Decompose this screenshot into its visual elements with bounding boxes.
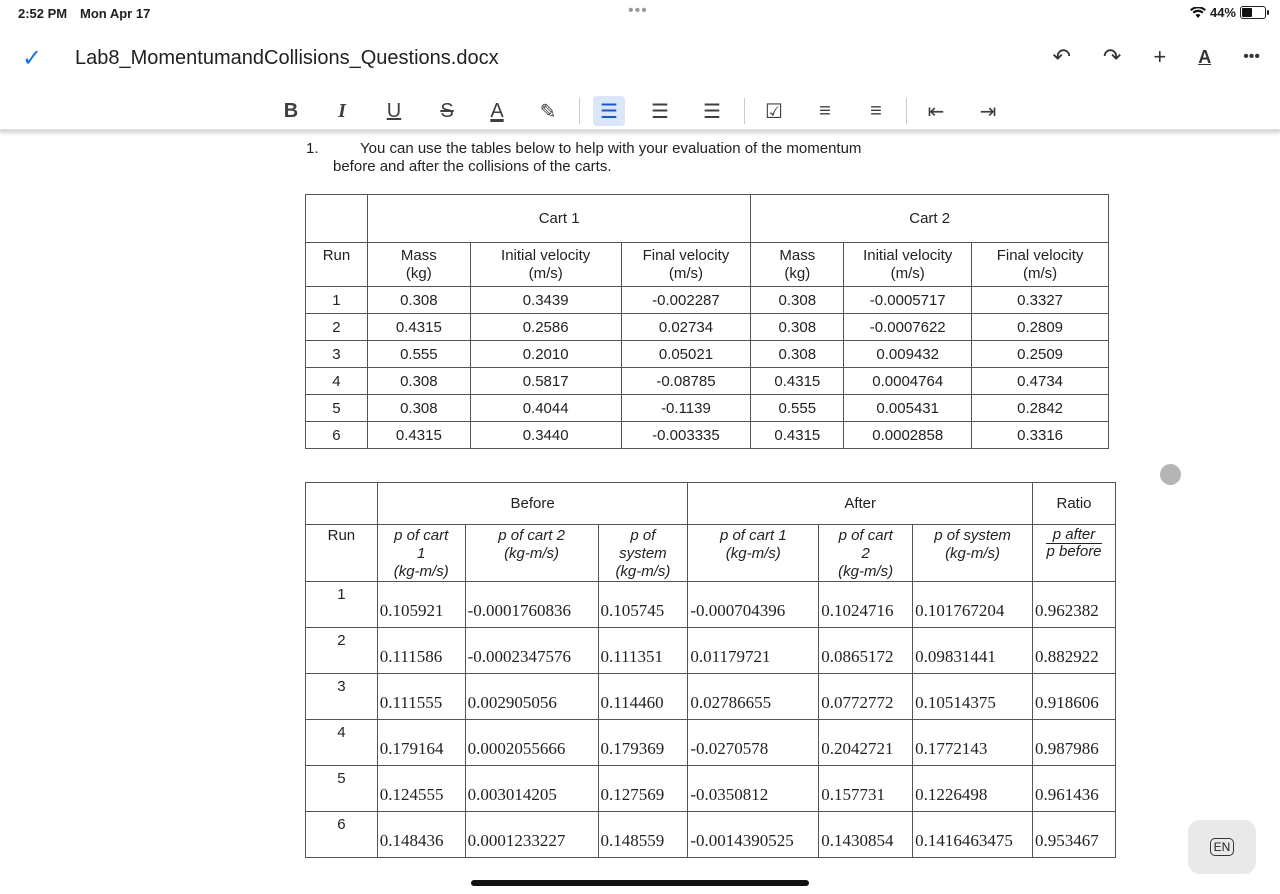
highlight-pen-icon[interactable]: ✎ bbox=[539, 100, 557, 123]
table-row bbox=[306, 422, 1109, 449]
table-cell: 0.02734 bbox=[621, 314, 751, 341]
table-row bbox=[306, 582, 1116, 628]
table-cell: 0.918606 bbox=[1033, 674, 1116, 720]
language-label: EN bbox=[1210, 838, 1235, 856]
multitasking-dots-icon[interactable]: ••• bbox=[628, 2, 648, 19]
formatting-toolbar bbox=[0, 92, 1280, 132]
column-header: p of system (kg-m/s) bbox=[913, 525, 1033, 582]
run-cell: 4 bbox=[306, 720, 378, 766]
column-header: p of cart 2 (kg-m/s) bbox=[819, 525, 913, 582]
table-cell: 0.10514375 bbox=[913, 674, 1033, 720]
table-cell: -0.0005717 bbox=[844, 287, 972, 314]
keyboard-language-button[interactable] bbox=[1188, 820, 1256, 874]
numbered-list-icon[interactable]: ≡ bbox=[870, 99, 882, 122]
run-cell: 5 bbox=[306, 766, 378, 812]
table-cell: 0.2809 bbox=[972, 314, 1109, 341]
table-cell: 0.09831441 bbox=[913, 628, 1033, 674]
run-cell: 6 bbox=[306, 812, 378, 858]
table-cell: 0.0865172 bbox=[819, 628, 913, 674]
column-header: Run bbox=[306, 243, 368, 287]
table-cell: 0.148559 bbox=[598, 812, 688, 858]
bulleted-list-icon[interactable]: ≡ bbox=[819, 99, 831, 122]
done-check-icon[interactable]: ✓ bbox=[22, 45, 43, 72]
table-cell: 0.308 bbox=[751, 314, 844, 341]
table-cell: 0.101767204 bbox=[913, 582, 1033, 628]
table-cell: 0.1416463475 bbox=[913, 812, 1033, 858]
table-cell: -0.0350812 bbox=[688, 766, 819, 812]
table-cell: 0.003014205 bbox=[465, 766, 598, 812]
column-header: Mass (kg) bbox=[751, 243, 844, 287]
column-header: Mass (kg) bbox=[367, 243, 470, 287]
table-cell: 0.111586 bbox=[377, 628, 465, 674]
status-right bbox=[1190, 5, 1266, 20]
table-cell: 0.2586 bbox=[470, 314, 621, 341]
table-row bbox=[306, 314, 1109, 341]
table-cell: -0.003335 bbox=[621, 422, 751, 449]
table-cell: 2 bbox=[306, 314, 368, 341]
text-color-button[interactable]: A bbox=[490, 99, 504, 122]
table-cell: 0.005431 bbox=[844, 395, 972, 422]
table-cell: -0.08785 bbox=[621, 368, 751, 395]
table-cell: 0.0772772 bbox=[819, 674, 913, 720]
table-cell: 0.987986 bbox=[1033, 720, 1116, 766]
document-title[interactable]: Lab8_MomentumandCollisions_Questions.docx bbox=[75, 47, 499, 69]
status-bar bbox=[0, 0, 1280, 26]
table-cell: 0.0002858 bbox=[844, 422, 972, 449]
table-cell: 0.2842 bbox=[972, 395, 1109, 422]
table-cell: -0.0002347576 bbox=[465, 628, 598, 674]
table-cell: 0.179369 bbox=[598, 720, 688, 766]
underline-button[interactable]: U bbox=[386, 99, 402, 122]
document-header bbox=[0, 38, 1280, 80]
table-cell: 0.124555 bbox=[377, 766, 465, 812]
table-cell: 0.0004764 bbox=[844, 368, 972, 395]
table-cell: 0.0002055666 bbox=[465, 720, 598, 766]
group-header-before: Before bbox=[377, 483, 688, 525]
table-cell: 0.2042721 bbox=[819, 720, 913, 766]
column-header: Final velocity (m/s) bbox=[972, 243, 1109, 287]
table-cell: 0.555 bbox=[751, 395, 844, 422]
column-header: Final velocity (m/s) bbox=[621, 243, 751, 287]
ratio-numerator: p after bbox=[1046, 527, 1101, 544]
table-cell: 0.01179721 bbox=[688, 628, 819, 674]
table-cell: -0.002287 bbox=[621, 287, 751, 314]
table-cell: 0.1772143 bbox=[913, 720, 1033, 766]
table-cell: 0.3316 bbox=[972, 422, 1109, 449]
table-cell: 3 bbox=[306, 341, 368, 368]
table-row bbox=[306, 287, 1109, 314]
table-cell: 0.009432 bbox=[844, 341, 972, 368]
run-cell: 3 bbox=[306, 674, 378, 720]
table-cell: 5 bbox=[306, 395, 368, 422]
status-time: 2:52 PM bbox=[18, 6, 68, 21]
increase-indent-icon[interactable]: ⇥ bbox=[979, 100, 997, 123]
more-options-icon[interactable]: ••• bbox=[1243, 48, 1260, 65]
battery-percent: 44% bbox=[1209, 5, 1236, 20]
undo-icon[interactable]: ↶ bbox=[1052, 44, 1071, 69]
table-row bbox=[306, 812, 1116, 858]
strikethrough-button[interactable]: S bbox=[440, 99, 454, 122]
table-row bbox=[306, 368, 1109, 395]
table-row bbox=[306, 395, 1109, 422]
table-row bbox=[306, 628, 1116, 674]
table-cell: 0.962382 bbox=[1033, 582, 1116, 628]
run-cell: 2 bbox=[306, 628, 378, 674]
table-cell: 1 bbox=[306, 287, 368, 314]
align-left-icon[interactable]: ☰ bbox=[593, 96, 625, 126]
align-center-icon[interactable]: ☰ bbox=[651, 100, 669, 123]
table-cell: -0.0014390525 bbox=[688, 812, 819, 858]
question-text-line2: before and after the collisions of the carts. bbox=[333, 158, 612, 175]
column-header: p of cart 1 (kg-m/s) bbox=[688, 525, 819, 582]
ratio-denominator: p before bbox=[1046, 543, 1102, 560]
table-cell: 0.4315 bbox=[751, 368, 844, 395]
italic-button[interactable]: I bbox=[338, 99, 346, 122]
group-header-cart1: Cart 1 bbox=[367, 195, 750, 243]
table-cell: 0.2010 bbox=[470, 341, 621, 368]
table-cell: 0.148436 bbox=[377, 812, 465, 858]
table-cell: 0.114460 bbox=[598, 674, 688, 720]
group-header-after: After bbox=[688, 483, 1033, 525]
home-indicator[interactable] bbox=[471, 880, 809, 886]
table-cell: -0.000704396 bbox=[688, 582, 819, 628]
checklist-icon[interactable]: ☑ bbox=[765, 100, 783, 123]
table-cell: 4 bbox=[306, 368, 368, 395]
table-cell: 0.308 bbox=[367, 287, 470, 314]
table-cell: 0.2509 bbox=[972, 341, 1109, 368]
table-cell: 0.882922 bbox=[1033, 628, 1116, 674]
velocity-table bbox=[305, 194, 1109, 449]
column-header: Initial velocity (m/s) bbox=[470, 243, 621, 287]
group-header-ratio: Ratio bbox=[1033, 483, 1116, 525]
table-cell: 0.555 bbox=[367, 341, 470, 368]
scroll-indicator[interactable] bbox=[1160, 464, 1181, 485]
table-cell: 0.1430854 bbox=[819, 812, 913, 858]
column-header: p of system (kg-m/s) bbox=[598, 525, 688, 582]
table-cell: 0.308 bbox=[367, 368, 470, 395]
wifi-icon bbox=[1190, 7, 1206, 19]
bold-button[interactable]: B bbox=[283, 99, 299, 122]
table-cell: 0.4315 bbox=[367, 422, 470, 449]
table-cell: 0.111351 bbox=[598, 628, 688, 674]
column-header: Run bbox=[306, 525, 378, 582]
question-text-line1: You can use the tables below to help with your evaluation of the momentum bbox=[360, 140, 862, 157]
table-cell: 0.05021 bbox=[621, 341, 751, 368]
table-cell: -0.0007622 bbox=[844, 314, 972, 341]
table-cell: 0.308 bbox=[751, 341, 844, 368]
redo-icon[interactable]: ↷ bbox=[1102, 44, 1122, 69]
table-cell: 0.179164 bbox=[377, 720, 465, 766]
ratio-header bbox=[1033, 525, 1116, 582]
table-cell: 0.953467 bbox=[1033, 812, 1116, 858]
align-right-icon[interactable]: ☰ bbox=[703, 100, 721, 123]
table-cell: -0.1139 bbox=[621, 395, 751, 422]
table-cell: -0.0001760836 bbox=[465, 582, 598, 628]
column-header: p of cart 2 (kg-m/s) bbox=[465, 525, 598, 582]
table-cell: 0.4734 bbox=[972, 368, 1109, 395]
momentum-table bbox=[305, 482, 1116, 858]
header-actions bbox=[1052, 44, 1260, 70]
text-format-icon[interactable]: A bbox=[1198, 46, 1212, 67]
table-cell: 0.5817 bbox=[470, 368, 621, 395]
table-cell: 0.002905056 bbox=[465, 674, 598, 720]
table-row bbox=[306, 766, 1116, 812]
table-row bbox=[306, 341, 1109, 368]
table-cell: 0.02786655 bbox=[688, 674, 819, 720]
table-cell: 0.3440 bbox=[470, 422, 621, 449]
table-cell: 0.157731 bbox=[819, 766, 913, 812]
column-header: p of cart 1 (kg-m/s) bbox=[377, 525, 465, 582]
table-cell: 6 bbox=[306, 422, 368, 449]
table-row bbox=[306, 720, 1116, 766]
table-cell: 0.1226498 bbox=[913, 766, 1033, 812]
table-cell: 0.3327 bbox=[972, 287, 1109, 314]
table-cell: 0.308 bbox=[751, 287, 844, 314]
column-header: Initial velocity (m/s) bbox=[844, 243, 972, 287]
table-cell: 0.3439 bbox=[470, 287, 621, 314]
table-cell: 0.111555 bbox=[377, 674, 465, 720]
table-cell: 0.4315 bbox=[367, 314, 470, 341]
table-cell: 0.308 bbox=[367, 395, 470, 422]
table-cell: 0.4315 bbox=[751, 422, 844, 449]
table-cell: -0.0270578 bbox=[688, 720, 819, 766]
table-cell: 0.105921 bbox=[377, 582, 465, 628]
battery-icon bbox=[1240, 6, 1266, 19]
table-cell: 0.4044 bbox=[470, 395, 621, 422]
table-cell: 0.1024716 bbox=[819, 582, 913, 628]
question-number: 1. bbox=[306, 140, 319, 157]
run-cell: 1 bbox=[306, 582, 378, 628]
table-cell: 0.961436 bbox=[1033, 766, 1116, 812]
decrease-indent-icon[interactable]: ⇤ bbox=[927, 100, 945, 123]
table-row bbox=[306, 674, 1116, 720]
table-cell: 0.0001233227 bbox=[465, 812, 598, 858]
table-cell: 0.105745 bbox=[598, 582, 688, 628]
table-cell: 0.127569 bbox=[598, 766, 688, 812]
status-date: Mon Apr 17 bbox=[80, 6, 151, 21]
group-header-cart2: Cart 2 bbox=[751, 195, 1109, 243]
insert-plus-icon[interactable]: + bbox=[1153, 44, 1167, 69]
